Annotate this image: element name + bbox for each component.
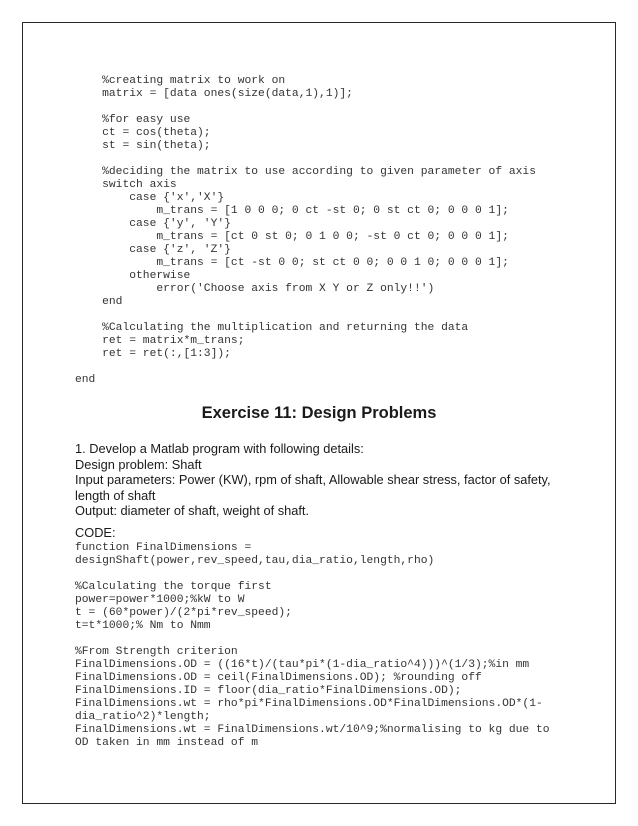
code-line: FinalDimensions.wt = FinalDimensions.wt/10^9;%normalising to kg due to — [75, 724, 550, 736]
code-line: %for easy use — [75, 114, 191, 126]
code-line: matrix = [data ones(size(data,1),1)]; — [75, 88, 353, 100]
code-line: %Calculating the torque first — [75, 581, 272, 593]
code-line — [75, 568, 550, 581]
code-line — [75, 361, 536, 374]
code-line: st = sin(theta); — [75, 140, 211, 152]
exercise-heading: Exercise 11: Design Problems — [201, 404, 437, 422]
code-line: OD taken in mm instead of m — [75, 737, 259, 749]
code-line: FinalDimensions.ID = floor(dia_ratio*FinalDimensions.OD); — [75, 685, 462, 697]
code-line: error('Choose axis from X Y or Z only!!') — [75, 283, 435, 295]
problem-line: 1. Develop a Matlab program with following details: — [75, 441, 364, 456]
code-line: t=t*1000;% Nm to Nmm — [75, 620, 211, 632]
code-line: case {'y', 'Y'} — [75, 218, 231, 230]
problem-line: Design problem: Shaft — [75, 456, 202, 472]
code-line: ret = matrix*m_trans; — [75, 335, 245, 347]
code-line — [75, 633, 550, 646]
code-line: %Calculating the multiplication and returning the data — [75, 322, 469, 334]
code-block-shaft — [75, 542, 550, 750]
code-line — [75, 101, 536, 114]
code-line: end — [75, 374, 96, 386]
code-line: m_trans = [ct -st 0 0; st ct 0 0; 0 0 1 0; 0 0 0 1]; — [75, 257, 509, 269]
code-line: dia_ratio^2)*length; — [75, 711, 211, 723]
code-line: function FinalDimensions = — [75, 542, 252, 554]
code-line: end — [75, 296, 123, 308]
problem-description — [75, 441, 565, 519]
code-line: FinalDimensions.wt = rho*pi*FinalDimensions.OD*FinalDimensions.OD*(1- — [75, 698, 543, 710]
code-line: t = (60*power)/(2*pi*rev_speed); — [75, 607, 292, 619]
code-line: %deciding the matrix to use according to given parameter of axis — [75, 166, 536, 178]
code-line: ret = ret(:,[1:3]); — [75, 348, 231, 360]
code-line: case {'x','X'} — [75, 192, 225, 204]
code-line: FinalDimensions.OD = ceil(FinalDimensions.OD); %rounding off — [75, 672, 482, 684]
code-block-rotation — [75, 75, 536, 387]
code-line: %From Strength criterion — [75, 646, 238, 658]
code-line — [75, 309, 536, 322]
code-line: m_trans = [ct 0 st 0; 0 1 0 0; -st 0 ct 0; 0 0 0 1]; — [75, 231, 509, 243]
code-line: designShaft(power,rev_speed,tau,dia_ratio,length,rho) — [75, 555, 435, 567]
code-line: m_trans = [1 0 0 0; 0 ct -st 0; 0 st ct 0; 0 0 0 1]; — [75, 205, 509, 217]
code-label: CODE: — [75, 525, 116, 540]
problem-line: Output: diameter of shaft, weight of shaft. — [75, 503, 310, 518]
code-line: otherwise — [75, 270, 191, 282]
code-line — [75, 153, 536, 166]
problem-line: Input parameters: Power (KW), rpm of shaft, Allowable shear stress, factor of safety, — [75, 472, 551, 487]
code-line: ct = cos(theta); — [75, 127, 211, 139]
code-line: FinalDimensions.OD = ((16*t)/(tau*pi*(1-dia_ratio^4)))^(1/3);%in mm — [75, 659, 530, 671]
code-line: power=power*1000;%kW to W — [75, 594, 245, 606]
code-line: switch axis — [75, 179, 177, 191]
code-line: %creating matrix to work on — [75, 75, 286, 87]
problem-line: length of shaft — [75, 487, 156, 503]
code-line: case {'z', 'Z'} — [75, 244, 231, 256]
